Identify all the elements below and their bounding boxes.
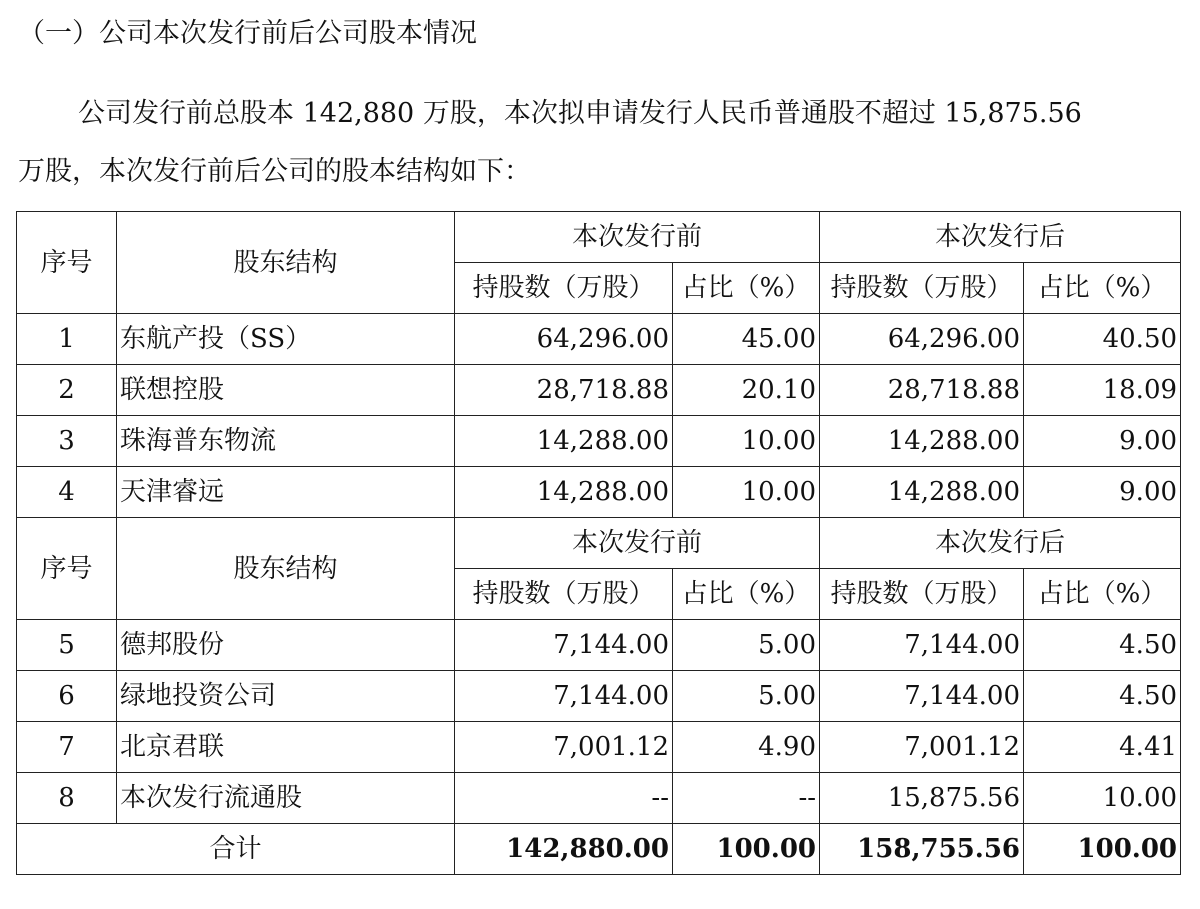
row-before-ratio: 4.90 <box>673 722 820 773</box>
intro-paragraph-line-1: 公司发行前总股本 142,880 万股，本次拟申请发行人民币普通股不超过 15,875.56 <box>78 98 1082 129</box>
header-holder: 股东结构 <box>117 212 455 314</box>
total-after-ratio: 100.00 <box>1024 824 1181 875</box>
header-after-ratio: 占比（%） <box>1024 263 1181 314</box>
row-holder-name: 联想控股 <box>117 365 455 416</box>
table-header-row-repeat <box>17 518 1181 569</box>
row-seq: 3 <box>17 416 117 467</box>
header-after-issue: 本次发行后 <box>820 212 1181 263</box>
header-before-ratio: 占比（%） <box>673 263 820 314</box>
row-after-ratio: 4.50 <box>1024 671 1181 722</box>
intro-paragraph-line-2: 万股，本次发行前后公司的股本结构如下： <box>18 156 531 187</box>
row-before-ratio: 5.00 <box>673 671 820 722</box>
table-row <box>17 620 1181 671</box>
row-after-shares: 15,875.56 <box>820 773 1024 824</box>
row-before-ratio: 45.00 <box>673 314 820 365</box>
row-before-shares: 7,001.12 <box>455 722 673 773</box>
row-before-shares: 14,288.00 <box>455 467 673 518</box>
table-row <box>17 722 1181 773</box>
header-before-ratio: 占比（%） <box>673 569 820 620</box>
row-before-ratio: 5.00 <box>673 620 820 671</box>
row-after-shares: 64,296.00 <box>820 314 1024 365</box>
header-seq: 序号 <box>17 518 117 620</box>
table-row <box>17 314 1181 365</box>
table-total-row <box>17 824 1181 875</box>
row-after-ratio: 9.00 <box>1024 416 1181 467</box>
header-after-shares: 持股数（万股） <box>820 569 1024 620</box>
row-holder-name: 北京君联 <box>117 722 455 773</box>
row-after-ratio: 4.41 <box>1024 722 1181 773</box>
row-holder-name: 天津睿远 <box>117 467 455 518</box>
row-before-shares: 28,718.88 <box>455 365 673 416</box>
section-heading: （一）公司本次发行前后公司股本情况 <box>18 18 477 49</box>
row-seq: 1 <box>17 314 117 365</box>
total-after-shares: 158,755.56 <box>820 824 1024 875</box>
table-row <box>17 365 1181 416</box>
row-after-ratio: 4.50 <box>1024 620 1181 671</box>
row-seq: 7 <box>17 722 117 773</box>
row-after-shares: 14,288.00 <box>820 467 1024 518</box>
row-seq: 5 <box>17 620 117 671</box>
row-before-shares: -- <box>455 773 673 824</box>
row-after-shares: 14,288.00 <box>820 416 1024 467</box>
row-after-ratio: 9.00 <box>1024 467 1181 518</box>
row-after-ratio: 10.00 <box>1024 773 1181 824</box>
header-after-shares: 持股数（万股） <box>820 263 1024 314</box>
table-row <box>17 671 1181 722</box>
header-before-shares: 持股数（万股） <box>455 569 673 620</box>
total-label: 合计 <box>17 824 455 875</box>
row-holder-name: 绿地投资公司 <box>117 671 455 722</box>
header-before-issue: 本次发行前 <box>455 518 820 569</box>
row-before-ratio: 20.10 <box>673 365 820 416</box>
row-seq: 8 <box>17 773 117 824</box>
row-holder-name: 珠海普东物流 <box>117 416 455 467</box>
header-holder: 股东结构 <box>117 518 455 620</box>
row-after-shares: 7,144.00 <box>820 671 1024 722</box>
row-seq: 4 <box>17 467 117 518</box>
table-row <box>17 773 1181 824</box>
row-seq: 2 <box>17 365 117 416</box>
table-header-row <box>17 212 1181 263</box>
row-holder-name: 本次发行流通股 <box>117 773 455 824</box>
row-holder-name: 德邦股份 <box>117 620 455 671</box>
header-after-ratio: 占比（%） <box>1024 569 1181 620</box>
row-before-ratio: 10.00 <box>673 416 820 467</box>
row-holder-name: 东航产投（SS） <box>117 314 455 365</box>
row-before-ratio: 10.00 <box>673 467 820 518</box>
total-before-shares: 142,880.00 <box>455 824 673 875</box>
header-after-issue: 本次发行后 <box>820 518 1181 569</box>
row-before-shares: 14,288.00 <box>455 416 673 467</box>
row-before-shares: 64,296.00 <box>455 314 673 365</box>
row-after-ratio: 18.09 <box>1024 365 1181 416</box>
row-after-shares: 7,144.00 <box>820 620 1024 671</box>
row-before-ratio: -- <box>673 773 820 824</box>
header-before-shares: 持股数（万股） <box>455 263 673 314</box>
table-row <box>17 467 1181 518</box>
header-seq: 序号 <box>17 212 117 314</box>
row-after-shares: 7,001.12 <box>820 722 1024 773</box>
row-before-shares: 7,144.00 <box>455 620 673 671</box>
total-before-ratio: 100.00 <box>673 824 820 875</box>
header-before-issue: 本次发行前 <box>455 212 820 263</box>
row-before-shares: 7,144.00 <box>455 671 673 722</box>
row-seq: 6 <box>17 671 117 722</box>
row-after-shares: 28,718.88 <box>820 365 1024 416</box>
row-after-ratio: 40.50 <box>1024 314 1181 365</box>
share-structure-table <box>16 211 1181 875</box>
table-row <box>17 416 1181 467</box>
